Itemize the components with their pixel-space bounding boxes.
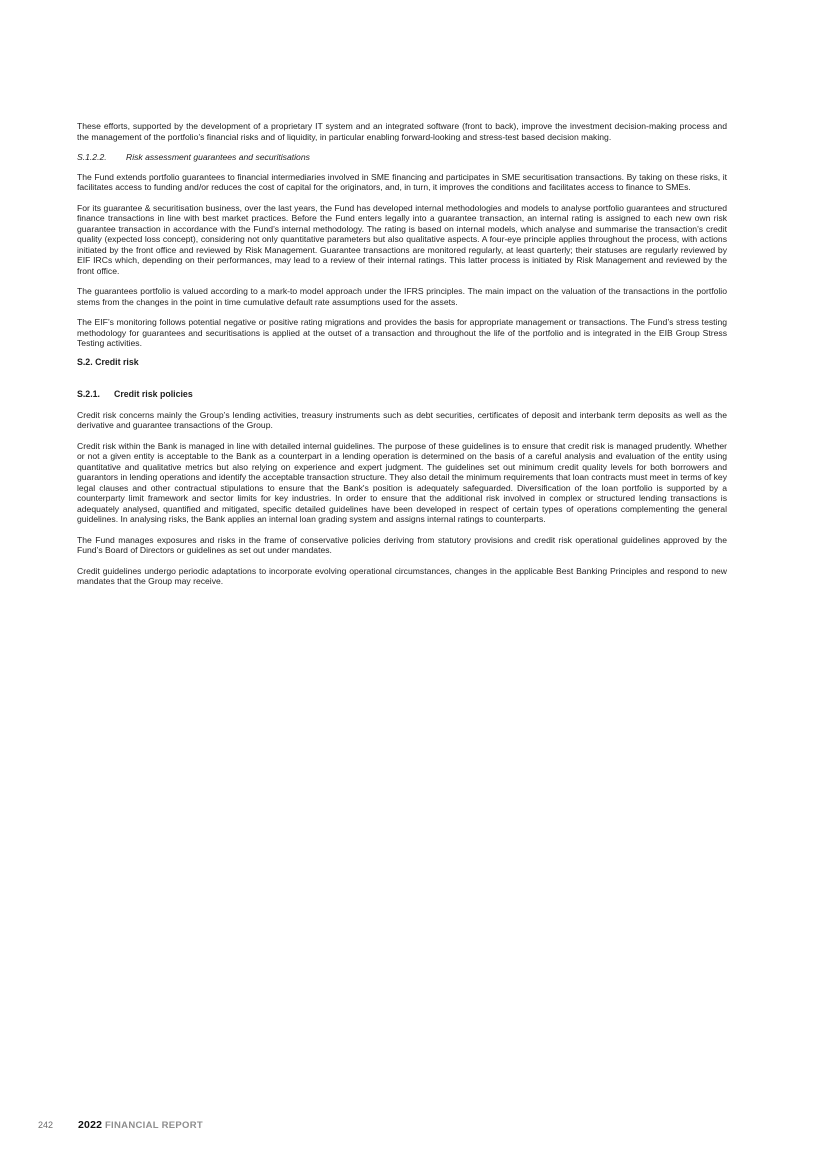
document-body [77, 121, 727, 587]
subsection-heading-s1-2-2 [77, 152, 727, 163]
paragraph: Credit guidelines undergo periodic adaptations to incorporate evolving operational circumstances, changes in the applicable Best Banking Principles and respond to new mandates that the Group may receive. [77, 565, 727, 586]
section-number: S.2.1. [77, 388, 100, 399]
subsection-title: Risk assessment guarantees and securitisations [126, 152, 310, 162]
subsection-number: S.1.2.2. [77, 152, 107, 162]
paragraph: The Fund extends portfolio guarantees to financial intermediaries involved in SME financing and participates in SME securitisation transactions. By taking on these risks, it facilitates access to funding and/or reduces the cost of capital for the originators, and, in turn, it improves the conditions and facilitates access to finance to SMEs. [77, 171, 727, 192]
report-title: FINANCIAL REPORT [104, 1120, 203, 1131]
report-year: 2022 [78, 1119, 103, 1131]
paragraph: The Fund manages exposures and risks in the frame of conservative policies deriving from statutory provisions and credit risk operational guidelines approved by the Fund’s Board of Directors or guidelines as set out under mandates. [77, 534, 727, 555]
page-footer [38, 1119, 203, 1132]
section-heading-s2-1 [77, 389, 727, 400]
paragraph: Credit risk within the Bank is managed in line with detailed internal guidelines. The purpose of these guidelines is to ensure that credit risk is managed prudently. Whether or not a given entity is acceptable to the Bank as a counterpart in a lending operation is determined on the basis of a careful analysis and evaluation of the entity using quantitative and qualitative metrics but also relying on experience and expert judgment. The guidelines set out minimum credit quality levels for both borrowers and guarantors in lending operations and identify the acceptable transaction structure. They also detail the minimum requirements that loan contracts must meet in terms of key legal clauses and other contractual stipulations to ensure that the Bank's position is adequately safeguarded. Diversification of the loan portfolio is supported by a counterparty limit framework and sector limits for key industries. In order to ensure that the additional risk involved in complex or structured lending transactions is adequately analysed, quantified and mitigated, specific detailed guidelines have been developed in respect of certain types of operations complementing the general guidelines. In analysing risks, the Bank applies an internal loan grading system and assigns internal ratings to counterparts. [77, 440, 727, 524]
page-number: 242 [38, 1120, 54, 1130]
paragraph: The guarantees portfolio is valued according to a mark-to model approach under the IFRS principles. The main impact on the valuation of the transactions in the portfolio stems from the changes in the point in time cumulative default rate assumptions used for the assets. [77, 286, 727, 307]
paragraph: Credit risk concerns mainly the Group’s lending activities, treasury instruments such as debt securities, certificates of deposit and interbank term deposits as well as the derivative and guarantee transactions of the Group. [77, 409, 727, 430]
paragraph-intro: These efforts, supported by the development of a proprietary IT system and an integrated software (front to back), improve the investment decision-making process and the management of the portfolio’s financial risks and of liquidity, in particular enabling forward-looking and stress-test based decision making. [77, 121, 727, 142]
section-heading-s2: S.2. Credit risk [77, 356, 139, 367]
paragraph: For its guarantee & securitisation business, over the last years, the Fund has developed internal methodologies and models to analyse portfolio guarantees and structured finance transactions in line with best market practices. Before the Fund enters legally into a guarantee transaction, an internal rating is assigned to each new own risk guarantee transaction in accordance with the Fund’s internal methodology. The rating is based on internal models, which analyse and summarise the transaction’s credit quality (expected loss concept), considering not only quantitative parameters but also qualitative aspects. A four-eye principle applies throughout the process, with actions initiated by the front office and reviewed by Risk Management. Guarantee transactions are monitored regularly, at least quarterly; their statuses are regularly reviewed by EIF IRCs which, depending on their performances, may lead to a review of their internal ratings. This latter process is initiated by Risk Management and reviewed by the front office. [77, 202, 727, 276]
paragraph: The EIF’s monitoring follows potential negative or positive rating migrations and provides the basis for appropriate management or transactions. The Fund’s stress testing methodology for guarantees and securitisations is applied at the outset of a transaction and throughout the life of the portfolio and is integrated in the EIB Group Stress Testing activities. [77, 317, 727, 348]
section-title: Credit risk policies [114, 388, 193, 399]
